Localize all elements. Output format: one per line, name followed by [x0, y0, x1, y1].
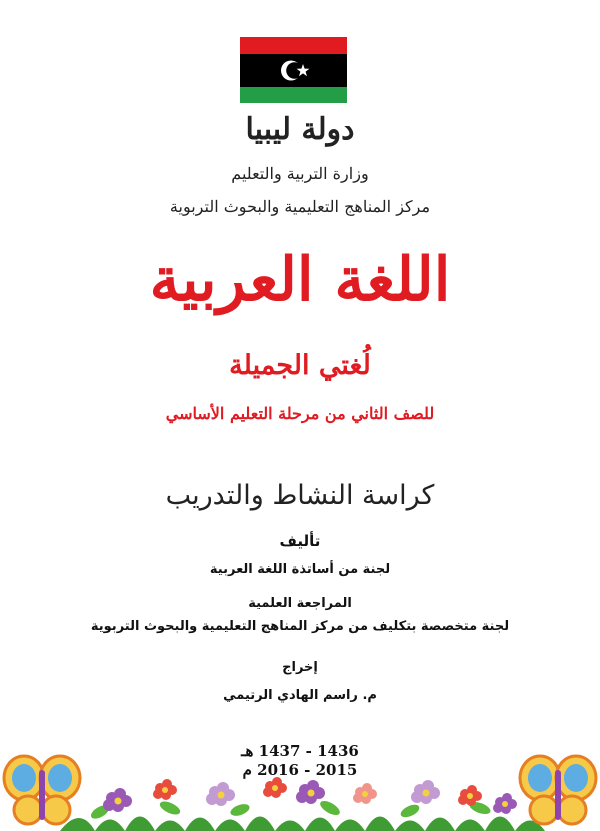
book-series-title: لُغتي الجميلة [229, 350, 371, 381]
book-subject-title: اللغة العربية [149, 245, 451, 315]
authorship-label: تأليف [279, 532, 321, 550]
direction-label: إخراج [282, 660, 318, 675]
director-text: م. راسم الهادي الرتيمي [223, 688, 377, 703]
libya-flag-icon [240, 37, 347, 103]
state-name: دولة ليبيا [245, 112, 355, 147]
workbook-title: كراسة النشاط والتدريب [165, 480, 435, 511]
gregorian-year: 2015 - 2016 م [242, 761, 358, 779]
ministry-name: وزارة التربية والتعليم [231, 164, 369, 183]
curriculum-center-name: مركز المناهج التعليمية والبحوث التربوية [169, 197, 431, 216]
review-text: لجنة متخصصة بتكليف من مركز المناهج التعليمية والبحوث التربوية [90, 619, 510, 634]
hijri-year: 1436 - 1437 هـ [241, 742, 359, 760]
grade-level: للصف الثاني من مرحلة التعليم الأساسي [165, 404, 435, 423]
review-label: المراجعة العلمية [248, 596, 352, 611]
authors-text: لجنة من أساتذة اللغة العربية [209, 562, 391, 577]
